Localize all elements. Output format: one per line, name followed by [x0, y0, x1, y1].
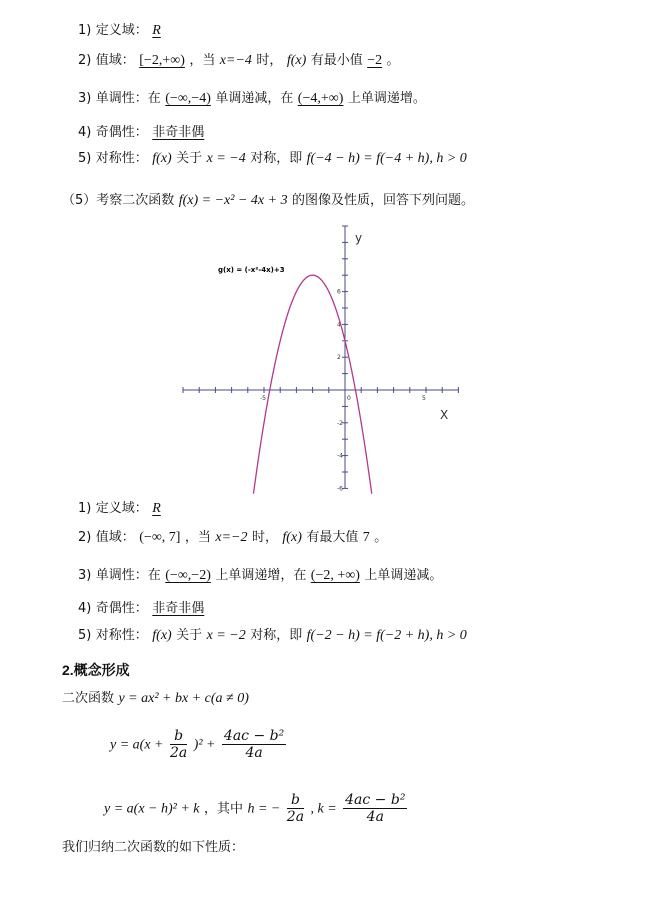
s1-range-line — [78, 50, 400, 71]
text: 的图像及性质，回答下列问题。 — [292, 193, 475, 208]
function-name: f(x) — [282, 530, 302, 545]
formula-part: y = a(x − h)² + k — [104, 801, 200, 817]
fraction-numerator: b — [170, 728, 187, 745]
y-tick-label: -4 — [337, 452, 343, 460]
s2-range-line — [78, 527, 387, 548]
text: 上单调递增。 — [347, 91, 426, 106]
y-tick-label: -6 — [337, 485, 343, 493]
section-heading: 2.概念形成 — [62, 662, 130, 678]
series-curve — [253, 275, 371, 493]
interval-2: (−4,+∞) — [297, 91, 344, 106]
item-number: 3) — [78, 91, 92, 106]
function-name: f(x) — [286, 53, 307, 68]
text: ，当 — [184, 530, 211, 545]
formula-part: h = − — [247, 801, 281, 817]
text: 时， — [251, 530, 278, 545]
extreme-value: −2 — [367, 53, 383, 68]
text: 上单调递增，在 — [215, 568, 307, 583]
item-number: 5) — [78, 151, 92, 166]
text: （5）考察二次函数 — [62, 193, 175, 208]
symmetry-axis: x = −2 — [206, 628, 246, 643]
text: 二次函数 — [62, 691, 115, 706]
fraction-denominator: 2a — [169, 745, 188, 761]
parity-value: 非奇非偶 — [152, 125, 205, 140]
fraction — [287, 792, 304, 825]
symmetry-equation: f(−2 − h) = f(−2 + h), h > 0 — [306, 628, 467, 643]
fraction-denominator: 4a — [245, 745, 263, 761]
vertex-form-2 — [104, 792, 409, 825]
concept-outro: 我们归纳二次函数的如下性质： — [62, 840, 245, 855]
s1-symmetry-line — [78, 148, 467, 169]
y-tick-label: 4 — [337, 321, 341, 329]
text: 关于 — [176, 151, 203, 166]
item-number: 2) — [78, 530, 92, 545]
text: 。 — [386, 53, 400, 68]
item-label: 定义域： — [95, 23, 148, 38]
text: 有最小值 — [310, 53, 363, 68]
x-tick-label: 5 — [422, 395, 426, 402]
parity-value: 非奇非偶 — [152, 601, 205, 616]
item-label: 单调性：在 — [95, 91, 161, 106]
item-number: 1) — [78, 501, 92, 516]
text: 单调递减，在 — [215, 91, 294, 106]
s2-parity-line — [78, 598, 204, 619]
general-form: y = ax² + bx + c(a ≠ 0) — [118, 691, 249, 706]
item-label: 奇偶性： — [95, 125, 148, 140]
concept-intro — [62, 688, 249, 709]
task-function: f(x) = −x² − 4x + 3 — [178, 193, 288, 208]
item-label: 值域： — [95, 53, 135, 68]
formula-part: )² + — [193, 737, 216, 753]
text: 上单调递减。 — [364, 568, 443, 583]
interval-1: (−∞,−4) — [165, 91, 211, 106]
s2-monotonic-line — [78, 565, 442, 586]
item-number: 2) — [78, 53, 92, 68]
condition: x=−4 — [219, 53, 252, 68]
item-number: 1) — [78, 23, 92, 38]
x-axis-label: X — [440, 408, 449, 422]
formula-part: , k = — [310, 801, 337, 817]
item-label: 奇偶性： — [95, 601, 148, 616]
text: 。 — [374, 530, 388, 545]
text: ，其中 — [203, 801, 243, 817]
s1-monotonic-line — [78, 88, 426, 109]
s2-symmetry-line — [78, 625, 467, 646]
fraction — [222, 728, 286, 761]
fraction-denominator: 2a — [286, 809, 305, 825]
function-name: f(x) — [152, 628, 172, 643]
condition: x=−2 — [215, 530, 248, 545]
y-axis-label: y — [355, 231, 363, 245]
range-value: [−2,+∞) — [139, 53, 185, 68]
s2-domain-line — [78, 498, 161, 519]
x-tick-label: 0 — [347, 395, 351, 402]
extreme-value: 7 — [362, 530, 370, 545]
s1-domain-line — [78, 20, 161, 41]
domain-value: R — [152, 23, 161, 38]
vertex-form-1 — [110, 728, 288, 761]
item-number: 3) — [78, 568, 92, 583]
range-value: (−∞, 7] — [139, 530, 181, 545]
text: 关于 — [176, 628, 203, 643]
graph-legend: g(x) = (-x²-4x)+3 — [218, 266, 285, 274]
text: ，当 — [189, 53, 216, 68]
fraction — [343, 792, 407, 825]
symmetry-axis: x = −4 — [206, 151, 246, 166]
task-line — [62, 190, 474, 211]
s1-parity-line — [78, 122, 204, 143]
fraction-numerator: 4ac − b² — [223, 728, 285, 744]
symmetry-equation: f(−4 − h) = f(−4 + h), h > 0 — [306, 151, 467, 166]
fraction — [170, 728, 187, 761]
item-label: 对称性： — [95, 628, 148, 643]
item-label: 定义域： — [95, 501, 148, 516]
interval-2: (−2, +∞) — [310, 568, 360, 583]
x-tick-label: -5 — [260, 395, 266, 402]
item-number: 4) — [78, 601, 92, 616]
item-label: 值域： — [95, 530, 135, 545]
fraction-numerator: 4ac − b² — [345, 792, 406, 808]
function-name: f(x) — [152, 151, 172, 166]
interval-1: (−∞,−2) — [165, 568, 211, 583]
domain-value: R — [152, 501, 161, 516]
y-tick-label: 6 — [337, 288, 341, 296]
item-number: 4) — [78, 125, 92, 140]
text: 对称，即 — [250, 628, 303, 643]
text: 对称，即 — [250, 151, 303, 166]
y-tick-label: -2 — [337, 419, 343, 427]
fraction-numerator: b — [287, 792, 304, 809]
text: 时， — [256, 53, 283, 68]
fraction-denominator: 4a — [366, 809, 384, 825]
text: 有最大值 — [306, 530, 359, 545]
item-number: 5) — [78, 628, 92, 643]
formula-part: y = a(x + — [110, 737, 164, 753]
y-tick-label: 2 — [337, 354, 341, 362]
function-graph — [180, 222, 470, 497]
item-label: 对称性： — [95, 151, 148, 166]
item-label: 单调性：在 — [95, 568, 161, 583]
